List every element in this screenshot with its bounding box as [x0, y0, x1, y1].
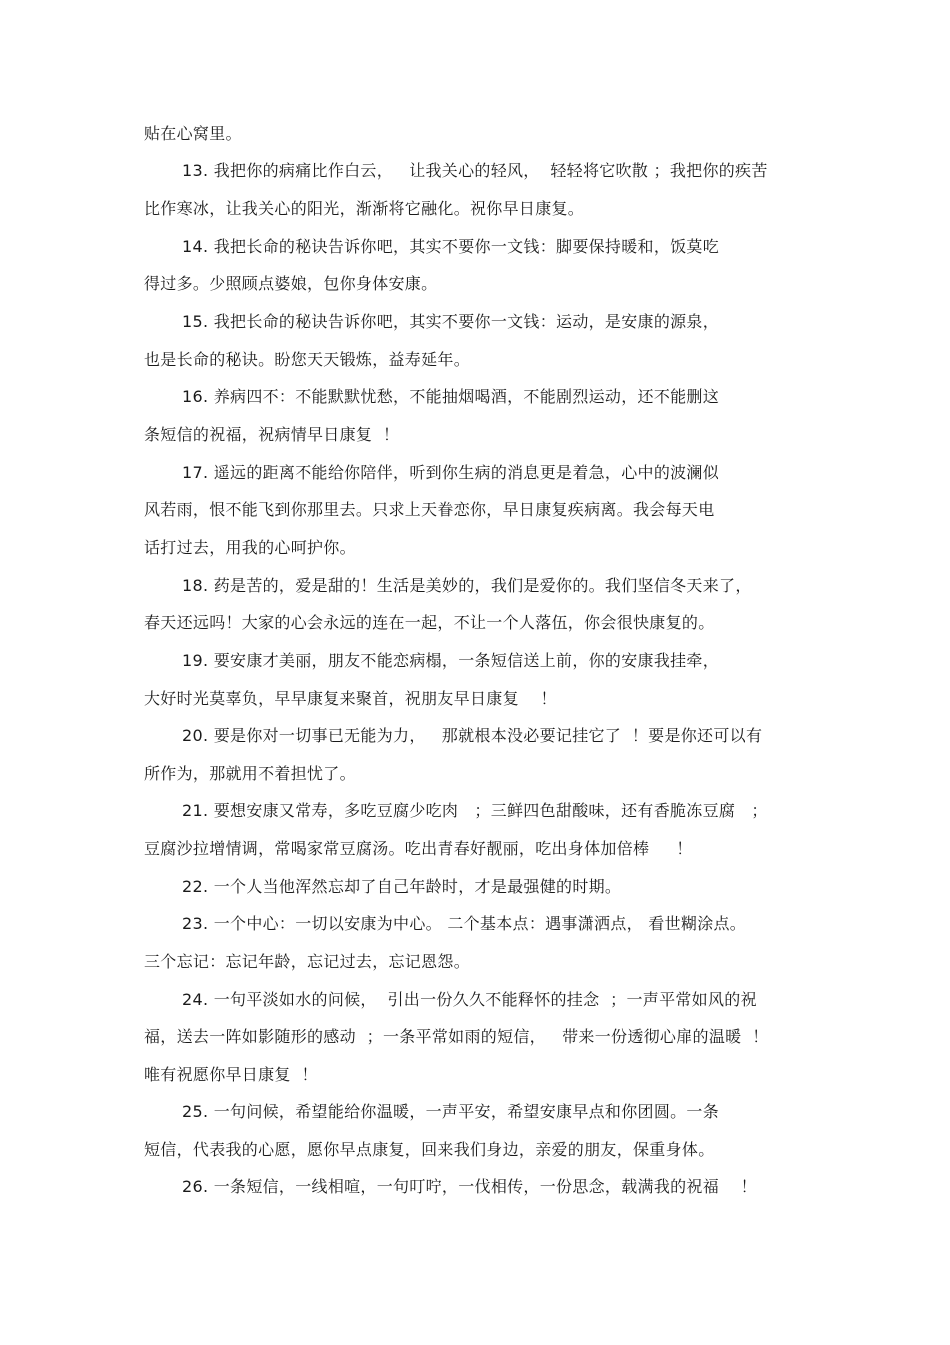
text-line: 25. 一句问候，希望能给你温暖，一声平安，希望安康早点和你团圆。一条 [182, 1102, 720, 1121]
text-line: 三个忘记：忘记年龄，忘记过去，忘记恩怨。 [144, 952, 471, 971]
text-line: 16. 养病四不：不能默默忧愁，不能抽烟喝酒，不能剧烈运动，还不能删这 [182, 387, 720, 406]
text-line: 短信，代表我的心愿，愿你早点康复，回来我们身边，亲爱的朋友，保重身体。 [144, 1140, 715, 1159]
text-line: 14. 我把长命的秘诀告诉你吧，其实不要你一文钱：脚要保持暖和，饭莫吃 [182, 237, 720, 256]
text-line: 17. 遥远的距离不能给你陪伴，听到你生病的消息更是着急，心中的波澜似 [182, 463, 720, 482]
text-line: 风若雨，恨不能飞到你那里去。只求上天眷恋你，早日康复疾病离。我会每天电 [144, 500, 715, 519]
text-line: 18. 药是苦的，爱是甜的！生活是美妙的，我们是爱你的。我们坚信冬天来了， [182, 576, 752, 595]
text-line: 19. 要安康才美丽，朋友不能恋病榻，一条短信送上前，你的安康我挂牵， [182, 651, 720, 670]
text-line: 条短信的祝福，祝病情早日康复 ！ [144, 425, 400, 444]
text-line: 22. 一个人当他浑然忘却了自己年龄时，才是最强健的时期。 [182, 877, 622, 896]
text-line: 贴在心窝里。 [144, 124, 242, 143]
text-line: 21. 要想安康又常寿，多吃豆腐少吃肉 ；三鲜四色甜酸味，还有香脆冻豆腐 ； [182, 801, 768, 820]
text-line: 福，送去一阵如影随形的感动 ；一条平常如雨的短信， 带来一份透彻心扉的温暖 ！ [144, 1027, 769, 1046]
text-line: 得过多。少照顾点婆娘，包你身体安康。 [144, 274, 438, 293]
text-line: 所作为，那就用不着担忧了。 [144, 764, 356, 783]
text-line: 15. 我把长命的秘诀告诉你吧，其实不要你一文钱：运动，是安康的源泉， [182, 312, 720, 331]
text-line: 话打过去，用我的心呵护你。 [144, 538, 356, 557]
text-line: 26. 一条短信，一线相喧，一句叮咛，一伐相传，一份思念，载满我的祝福 ！ [182, 1177, 757, 1196]
text-line: 唯有祝愿你早日康复 ！ [144, 1065, 318, 1084]
text-line: 大好时光莫辜负，早早康复来聚首，祝朋友早日康复 ！ [144, 689, 557, 708]
text-line: 20. 要是你对一切事已无能为力， 那就根本没必要记挂它了 ！要是你还可以有 [182, 726, 763, 745]
text-line: 13. 我把你的病痛比作白云， 让我关心的轻风， 轻轻将它吹散 ；我把你的疾苦 [182, 161, 768, 180]
text-line: 比作寒冰，让我关心的阳光，渐渐将它融化。祝你早日康复。 [144, 199, 585, 218]
text-line: 春天还远吗！大家的心会永远的连在一起，不让一个人落伍，你会很快康复的。 [144, 613, 715, 632]
text-line: 24. 一句平淡如水的问候， 引出一份久久不能释怀的挂念 ；一声平常如风的祝 [182, 990, 757, 1009]
text-line: 豆腐沙拉增情调，常喝家常豆腐汤。吃出青春好靓丽，吃出身体加倍棒 ！ [144, 839, 693, 858]
text-line: 23. 一个中心：一切以安康为中心。 二个基本点：遇事潇洒点， 看世糊涂点。 [182, 914, 747, 933]
text-line: 也是长命的秘诀。盼您天天锻炼，益寿延年。 [144, 350, 471, 369]
